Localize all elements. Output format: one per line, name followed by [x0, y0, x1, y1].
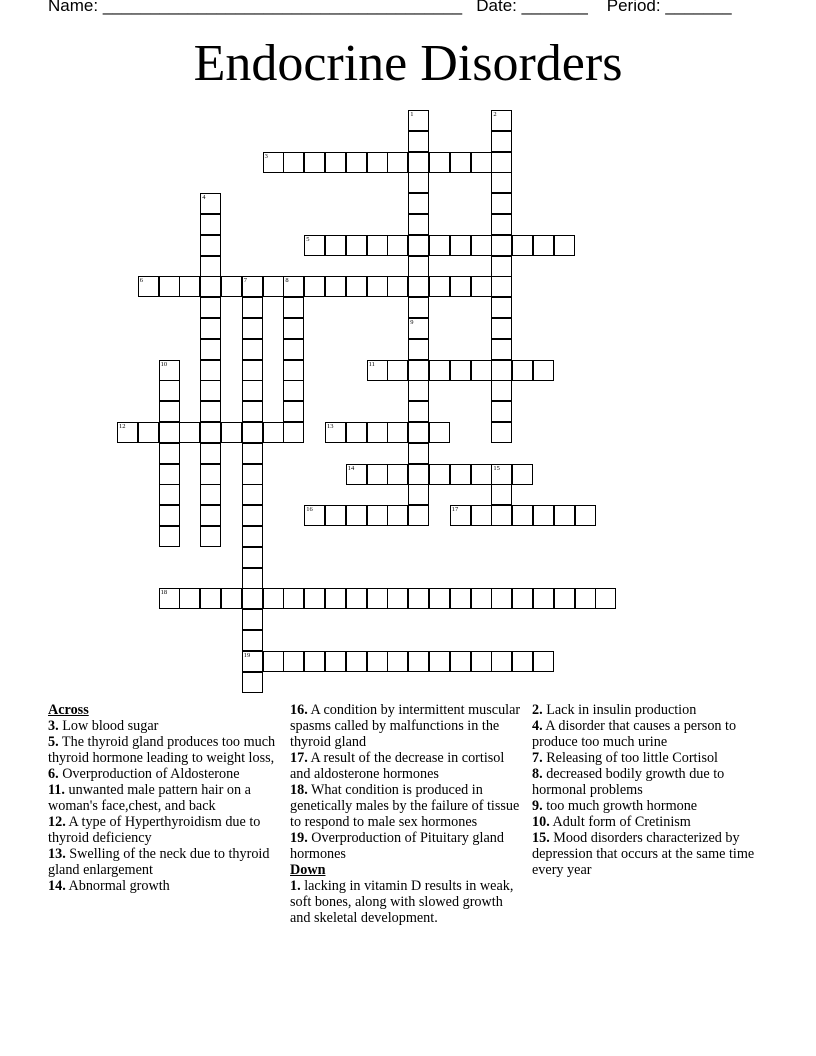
crossword-cell[interactable] [242, 630, 263, 651]
crossword-cell[interactable] [200, 339, 221, 360]
crossword-cell[interactable] [200, 422, 221, 443]
crossword-cell[interactable] [491, 276, 512, 297]
crossword-cell[interactable] [471, 360, 492, 381]
clue-item [290, 750, 526, 782]
crossword-cell[interactable] [408, 276, 429, 297]
crossword-cell[interactable] [283, 380, 304, 401]
crossword-cell[interactable] [450, 651, 471, 672]
crossword-cell[interactable] [263, 276, 284, 297]
crossword-cell[interactable] [200, 235, 221, 256]
down-clue-list [290, 878, 526, 926]
crossword-cell[interactable] [491, 193, 512, 214]
crossword-cell[interactable] [283, 152, 304, 173]
crossword-cell[interactable] [408, 588, 429, 609]
clue-item [532, 750, 762, 766]
clue-text: A disorder that causes a person to produce too much urine [532, 718, 737, 750]
crossword-cell[interactable] [242, 360, 263, 381]
crossword-cell[interactable] [408, 443, 429, 464]
crossword-cell[interactable] [512, 505, 533, 526]
crossword-cell[interactable] [491, 131, 512, 152]
crossword-cell[interactable] [242, 672, 263, 693]
crossword-cell[interactable] [491, 297, 512, 318]
crossword-cell[interactable] [367, 152, 388, 173]
crossword-cell[interactable] [346, 152, 367, 173]
crossword-cell[interactable] [450, 152, 471, 173]
cell-number: 7 [243, 277, 248, 285]
crossword-cell[interactable] [491, 110, 512, 131]
crossword-cell[interactable] [159, 526, 180, 547]
cell-number: 5 [306, 235, 310, 243]
clue-item [48, 734, 280, 766]
crossword-cell[interactable] [387, 235, 408, 256]
clue-number: 8. [532, 766, 543, 782]
crossword-cell[interactable] [346, 588, 367, 609]
period-label: Period: [606, 0, 661, 15]
crossword-cell[interactable] [346, 464, 367, 485]
crossword-cell[interactable] [512, 360, 533, 381]
crossword-cell[interactable] [283, 297, 304, 318]
crossword-cell[interactable] [200, 256, 221, 277]
crossword-cell[interactable] [429, 276, 450, 297]
crossword-cell[interactable] [367, 505, 388, 526]
crossword-cell[interactable] [138, 422, 159, 443]
crossword-cell[interactable] [387, 651, 408, 672]
crossword-cell[interactable] [283, 401, 304, 422]
crossword-cell[interactable] [138, 276, 159, 297]
clue-item [48, 766, 280, 782]
clues-column-3 [532, 702, 762, 878]
clue-number: 10. [532, 814, 550, 830]
cell-number: 9 [410, 319, 414, 326]
crossword-cell[interactable] [575, 588, 596, 609]
crossword-cell[interactable] [200, 214, 221, 235]
crossword-cell[interactable] [533, 651, 554, 672]
clue-item [532, 798, 762, 814]
crossword-cell[interactable] [471, 235, 492, 256]
clue-item [48, 814, 280, 846]
crossword-cell[interactable] [325, 276, 346, 297]
crossword-cell[interactable] [179, 276, 200, 297]
across-clue-list [48, 718, 280, 894]
crossword-cell[interactable] [450, 464, 471, 485]
crossword-cell[interactable] [554, 505, 575, 526]
crossword-cell[interactable] [200, 484, 221, 505]
clue-number: 14. [48, 878, 66, 894]
clue-item [290, 878, 526, 926]
crossword-cell[interactable] [367, 588, 388, 609]
crossword-cell[interactable] [408, 380, 429, 401]
crossword-cell[interactable] [325, 651, 346, 672]
crossword-cell[interactable] [408, 131, 429, 152]
down-heading: Down [290, 862, 326, 878]
cell-number: 19 [243, 651, 251, 659]
page-title: Endocrine Disorders [193, 35, 623, 92]
crossword-cell[interactable] [200, 443, 221, 464]
crossword-cell[interactable] [367, 360, 388, 381]
clue-number: 1. [290, 878, 301, 894]
crossword-cell[interactable] [159, 360, 180, 381]
crossword-cell[interactable] [491, 464, 512, 485]
cell-number: 4 [202, 194, 206, 202]
crossword-cell[interactable] [200, 464, 221, 485]
crossword-cell[interactable] [450, 505, 471, 526]
crossword-cell[interactable] [491, 318, 512, 339]
crossword-cell[interactable] [408, 235, 429, 256]
clue-text: lacking in vitamin D results in weak, soft bones, along with slowed growth and skeletal development. [290, 878, 514, 926]
crossword-cell[interactable] [408, 360, 429, 381]
crossword-cell[interactable] [242, 651, 263, 672]
clue-text: Adult form of Cretinism [549, 814, 691, 830]
crossword-cell[interactable] [242, 297, 263, 318]
cell-number: 2 [493, 111, 497, 118]
crossword-cell[interactable] [408, 193, 429, 214]
cell-number: 14 [347, 464, 355, 472]
clue-item [532, 814, 762, 830]
crossword-cell[interactable] [221, 588, 242, 609]
clue-text: Releasing of too little Cortisol [542, 750, 718, 766]
crossword-cell[interactable] [242, 422, 263, 443]
crossword-cell[interactable] [408, 401, 429, 422]
crossword-cell[interactable] [408, 214, 429, 235]
crossword-cell[interactable] [304, 505, 325, 526]
crossword-cell[interactable] [408, 505, 429, 526]
name-blank[interactable]: ______________________________________ [102, 0, 463, 15]
crossword-cell[interactable] [283, 360, 304, 381]
crossword-cell[interactable] [429, 422, 450, 443]
crossword-cell[interactable] [429, 464, 450, 485]
crossword-cell[interactable] [408, 464, 429, 485]
crossword-cell[interactable] [242, 609, 263, 630]
crossword-cell[interactable] [387, 360, 408, 381]
crossword-cell[interactable] [450, 276, 471, 297]
crossword-cell[interactable] [554, 235, 575, 256]
clue-text: Overproduction of Aldosterone [58, 766, 240, 782]
clue-text: Mood disorders characterized by depression that occurs at the same time every year [532, 830, 755, 878]
crossword-cell[interactable] [200, 505, 221, 526]
clue-text: unwanted male pattern hair on a woman's face,chest, and back [48, 782, 251, 814]
crossword-cell[interactable] [117, 422, 138, 443]
crossword-cell[interactable] [200, 588, 221, 609]
crossword-cell[interactable] [408, 172, 429, 193]
crossword-cell[interactable] [325, 235, 346, 256]
crossword-cell[interactable] [367, 235, 388, 256]
cell-number: 12 [119, 423, 126, 430]
clue-item [48, 718, 280, 734]
cell-number: 6 [139, 277, 144, 285]
crossword-cell[interactable] [408, 110, 429, 131]
cell-number: 17 [451, 506, 459, 514]
crossword-cell[interactable] [367, 422, 388, 443]
across-clue-list-continued [290, 702, 526, 862]
crossword-cell[interactable] [408, 318, 429, 339]
crossword-cell[interactable] [471, 588, 492, 609]
crossword-cell[interactable] [263, 651, 284, 672]
crossword-cell[interactable] [325, 422, 346, 443]
clue-number: 19. [290, 830, 308, 846]
crossword-cell[interactable] [325, 505, 346, 526]
crossword-cell[interactable] [283, 339, 304, 360]
cell-number: 11 [368, 360, 375, 368]
clues-column-2 [290, 702, 526, 926]
crossword-cell[interactable] [533, 505, 554, 526]
crossword-cell[interactable] [491, 422, 512, 443]
crossword-cell[interactable] [575, 505, 596, 526]
clue-item [290, 782, 526, 830]
crossword-cell[interactable] [242, 443, 263, 464]
crossword-cell[interactable] [367, 651, 388, 672]
crossword-cell[interactable] [304, 651, 325, 672]
clue-number: 3. [48, 718, 59, 734]
crossword-cell[interactable] [242, 464, 263, 485]
crossword-cell[interactable] [346, 422, 367, 443]
crossword-cell[interactable] [200, 318, 221, 339]
crossword-cell[interactable] [242, 484, 263, 505]
crossword-cell[interactable] [179, 422, 200, 443]
crossword-cell[interactable] [283, 651, 304, 672]
crossword-cell[interactable] [429, 651, 450, 672]
crossword-cell[interactable] [408, 484, 429, 505]
crossword-cell[interactable] [221, 422, 242, 443]
crossword-cell[interactable] [325, 588, 346, 609]
crossword-cell[interactable] [429, 588, 450, 609]
clue-text: Swelling of the neck due to thyroid gland enlargement [48, 846, 270, 878]
crossword-cell[interactable] [471, 152, 492, 173]
crossword-cell[interactable] [283, 422, 304, 443]
cell-number: 10 [160, 360, 168, 368]
crossword-cell[interactable] [533, 588, 554, 609]
crossword-cell[interactable] [283, 276, 304, 297]
crossword-cell[interactable] [367, 276, 388, 297]
crossword-cell[interactable] [491, 651, 512, 672]
crossword-cell[interactable] [387, 152, 408, 173]
clue-number: 6. [48, 766, 59, 782]
clue-number: 18. [290, 782, 308, 798]
clue-number: 9. [532, 798, 543, 814]
crossword-cell[interactable] [491, 360, 512, 381]
crossword-cell[interactable] [200, 360, 221, 381]
crossword-cell[interactable] [242, 401, 263, 422]
clue-number: 11. [48, 782, 65, 798]
date-label: Date: [476, 0, 517, 15]
cell-number: 1 [410, 111, 414, 118]
crossword-cell[interactable] [471, 651, 492, 672]
crossword-cell[interactable] [325, 152, 346, 173]
clue-item [48, 782, 280, 814]
crossword-cell[interactable] [159, 401, 180, 422]
crossword-cell[interactable] [491, 256, 512, 277]
clue-item [48, 878, 280, 894]
crossword-cell[interactable] [491, 339, 512, 360]
crossword-cell[interactable] [387, 464, 408, 485]
cell-number: 18 [160, 589, 168, 597]
crossword-cell[interactable] [159, 380, 180, 401]
crossword-cell[interactable] [491, 172, 512, 193]
clue-text: What condition is produced in genetically males by the failure of tissue to respond to male sex hormones [290, 782, 520, 830]
crossword-cell[interactable] [450, 360, 471, 381]
crossword-cell[interactable] [200, 193, 221, 214]
crossword-cell[interactable] [263, 588, 284, 609]
clue-number: 4. [532, 718, 543, 734]
clue-text: decreased bodily growth due to hormonal problems [532, 766, 725, 798]
name-label: Name: [48, 0, 99, 15]
clues-column-1 [48, 702, 280, 894]
crossword-cell[interactable] [512, 588, 533, 609]
crossword-cell[interactable] [491, 588, 512, 609]
crossword-cell[interactable] [200, 276, 221, 297]
crossword-cell[interactable] [387, 422, 408, 443]
crossword-cell[interactable] [491, 214, 512, 235]
crossword-cell[interactable] [346, 235, 367, 256]
crossword-cell[interactable] [304, 152, 325, 173]
clue-number: 17. [290, 750, 308, 766]
crossword-cell[interactable] [491, 484, 512, 505]
crossword-cell[interactable] [408, 152, 429, 173]
crossword-cell[interactable] [346, 505, 367, 526]
cell-number: 13 [327, 423, 334, 430]
clue-text: A type of Hyperthyroidism due to thyroid deficiency [48, 814, 261, 846]
clue-text: too much growth hormone [542, 798, 698, 814]
crossword-cell[interactable] [408, 651, 429, 672]
crossword-cell[interactable] [242, 547, 263, 568]
crossword-cell[interactable] [159, 505, 180, 526]
crossword-cell[interactable] [242, 339, 263, 360]
crossword-cell[interactable] [408, 422, 429, 443]
clue-text: Abnormal growth [65, 878, 170, 894]
crossword-cell[interactable] [491, 401, 512, 422]
period-blank[interactable]: _______ [665, 0, 732, 15]
crossword-cell[interactable] [346, 276, 367, 297]
crossword-cell[interactable] [387, 505, 408, 526]
crossword-cell[interactable] [450, 235, 471, 256]
crossword-cell[interactable] [491, 505, 512, 526]
crossword-cell[interactable] [512, 235, 533, 256]
crossword-cell[interactable] [159, 588, 180, 609]
crossword-cell[interactable] [533, 360, 554, 381]
clue-number: 7. [532, 750, 543, 766]
clue-number: 15. [532, 830, 550, 846]
clue-text: A result of the decrease in cortisol and aldosterone hormones [290, 750, 505, 782]
clue-text: Lack in insulin production [542, 702, 697, 718]
cell-number: 3 [264, 152, 268, 160]
cell-number: 8 [285, 277, 289, 285]
clue-number: 5. [48, 734, 59, 750]
clue-item [532, 830, 762, 878]
crossword-cell[interactable] [367, 464, 388, 485]
crossword-cell[interactable] [408, 297, 429, 318]
across-heading: Across [48, 702, 89, 718]
crossword-cell[interactable] [533, 235, 554, 256]
crossword-cell[interactable] [242, 505, 263, 526]
crossword-cell[interactable] [179, 588, 200, 609]
clue-item [532, 718, 762, 750]
clue-item [48, 846, 280, 878]
crossword-cell[interactable] [408, 256, 429, 277]
date-blank[interactable]: _______ [521, 0, 588, 15]
clue-number: 2. [532, 702, 543, 718]
crossword-cell[interactable] [159, 464, 180, 485]
crossword-cell[interactable] [471, 464, 492, 485]
crossword-cell[interactable] [471, 505, 492, 526]
crossword-cell[interactable] [242, 526, 263, 547]
clue-item [290, 830, 526, 862]
crossword-cell[interactable] [263, 422, 284, 443]
crossword-cell[interactable] [304, 588, 325, 609]
crossword-cell[interactable] [429, 152, 450, 173]
crossword-cell[interactable] [491, 152, 512, 173]
crossword-cell[interactable] [429, 360, 450, 381]
crossword-cell[interactable] [408, 339, 429, 360]
crossword-cell[interactable] [387, 588, 408, 609]
crossword-cell[interactable] [387, 276, 408, 297]
clue-text: Low blood sugar [58, 718, 159, 734]
crossword-cell[interactable] [491, 235, 512, 256]
clue-text: Overproduction of Pituitary gland hormones [290, 830, 504, 862]
crossword-cell[interactable] [491, 380, 512, 401]
crossword-cell[interactable] [283, 588, 304, 609]
down-clue-list-continued [532, 702, 762, 878]
crossword-cell[interactable] [304, 235, 325, 256]
clue-item [532, 702, 762, 718]
crossword-cell[interactable] [263, 152, 284, 173]
crossword-cell[interactable] [200, 401, 221, 422]
crossword-cell[interactable] [159, 484, 180, 505]
crossword-cell[interactable] [429, 235, 450, 256]
cell-number: 16 [306, 506, 313, 514]
crossword-cell[interactable] [346, 651, 367, 672]
cell-number: 15 [493, 464, 500, 472]
crossword-cell[interactable] [512, 651, 533, 672]
crossword-cell[interactable] [512, 464, 533, 485]
clue-number: 12. [48, 814, 66, 830]
crossword-cell[interactable] [159, 276, 180, 297]
crossword-cell[interactable] [159, 422, 180, 443]
clue-item [532, 766, 762, 798]
clue-item [290, 702, 526, 750]
crossword-cell[interactable] [200, 297, 221, 318]
crossword-cell[interactable] [471, 276, 492, 297]
crossword-cell[interactable] [159, 443, 180, 464]
crossword-cell[interactable] [450, 588, 471, 609]
crossword-cell[interactable] [200, 526, 221, 547]
crossword-cell[interactable] [304, 276, 325, 297]
crossword-cell[interactable] [242, 380, 263, 401]
crossword-cell[interactable] [221, 276, 242, 297]
crossword-cell[interactable] [283, 318, 304, 339]
crossword-cell[interactable] [242, 588, 263, 609]
clue-text: The thyroid gland produces too much thyroid hormone leading to weight loss, [48, 734, 276, 766]
crossword-cell[interactable] [242, 568, 263, 589]
crossword-cell[interactable] [242, 318, 263, 339]
crossword-cell[interactable] [200, 380, 221, 401]
crossword-cell[interactable] [242, 276, 263, 297]
crossword-cell[interactable] [595, 588, 616, 609]
clue-number: 13. [48, 846, 66, 862]
crossword-cell[interactable] [554, 588, 575, 609]
clue-number: 16. [290, 702, 308, 718]
clue-text: A condition by intermittent muscular spasms called by malfunctions in the thyroid gland [290, 702, 521, 750]
